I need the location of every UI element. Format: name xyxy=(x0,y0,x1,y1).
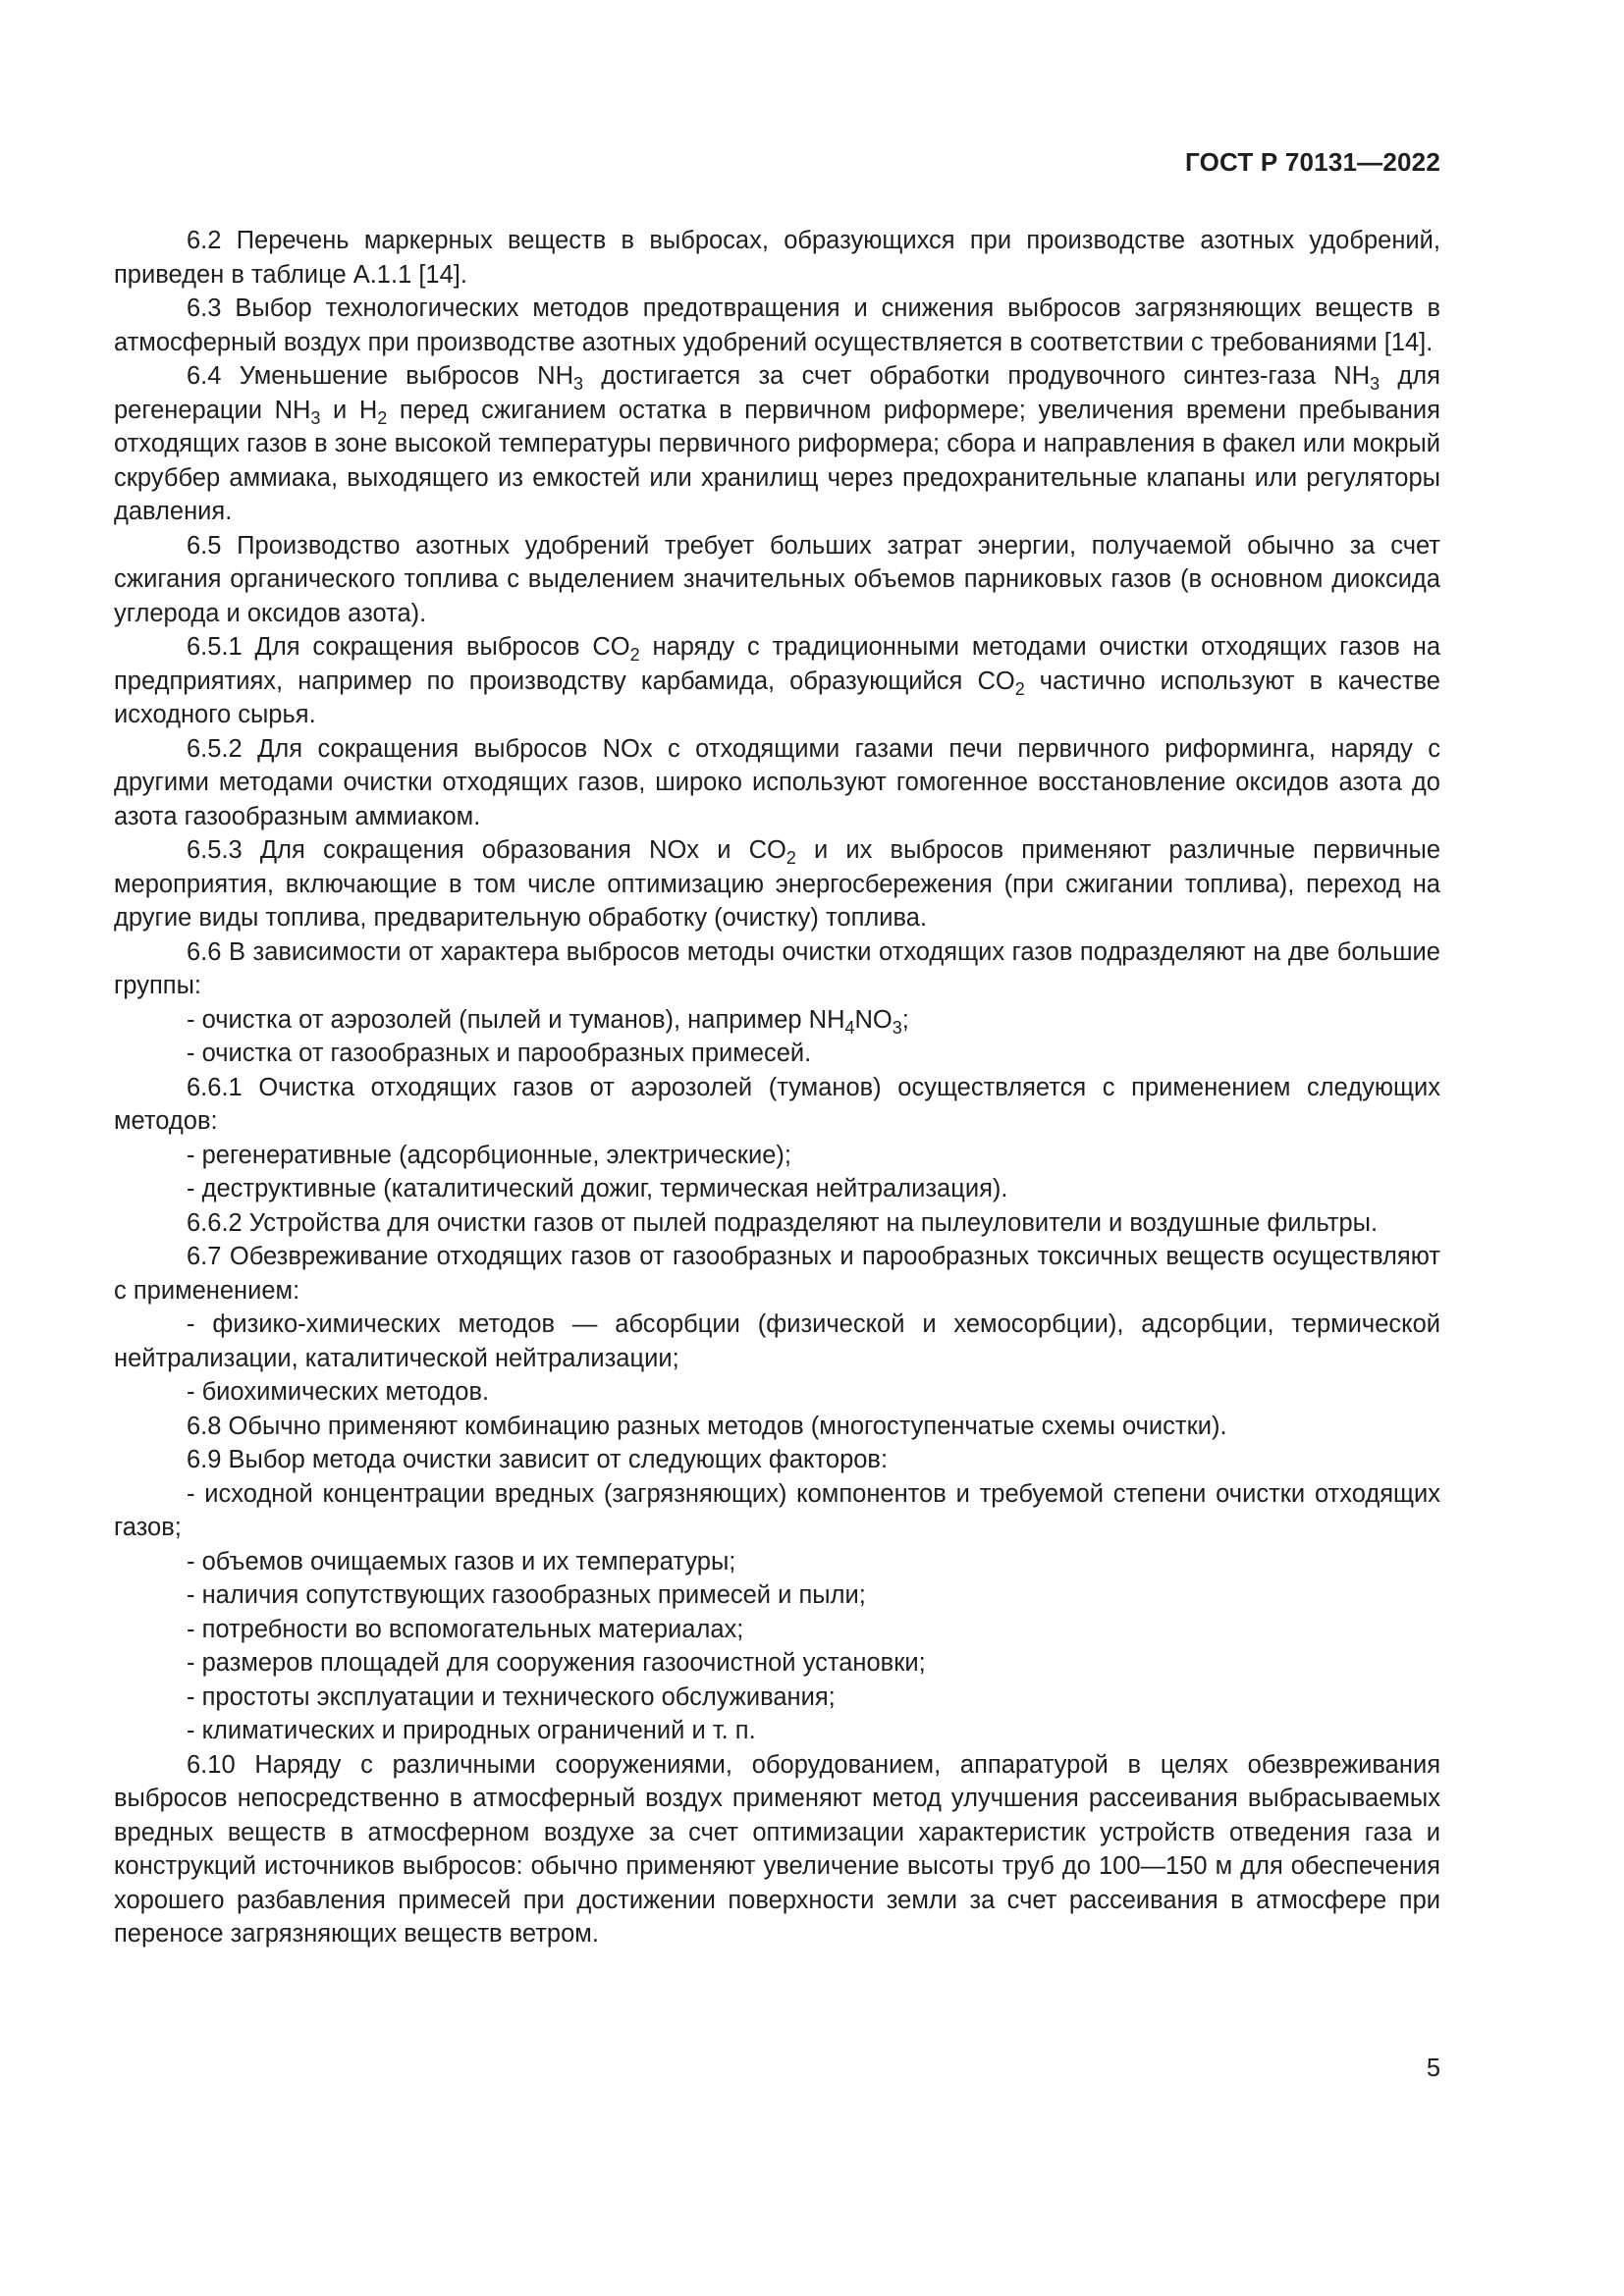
paragraph-6-3: 6.3 Выбор технологических методов предотвращения и снижения выбросов загрязняющих веществ в атмосферный воздух при производстве азотных удобрений осуществляется в соответствии с требованиями [14]. xyxy=(114,294,1440,356)
page-number: 5 xyxy=(1426,2055,1440,2082)
list-item-maintenance: - простоты эксплуатации и технического обслуживания; xyxy=(187,1682,836,1711)
paragraph-6-2: 6.2 Перечень маркерных веществ в выбросах, образующихся при производстве азотных удобрений, приведен в таблице А.1.1 [14]. xyxy=(114,227,1440,289)
paragraph-6-6: 6.6 В зависимости от характера выбросов методы очистки отходящих газов подразделяют на две большие группы: xyxy=(114,937,1440,999)
paragraph-6-5-2: 6.5.2 Для сокращения выбросов NOx с отходящими газами печи первичного риформинга, наряду с другими методами очистки отходящих газов, широко используют гомогенное восстановление оксидов азота до азота газообразным аммиаком. xyxy=(114,734,1440,830)
list-item-biochemical: - биохимических методов. xyxy=(187,1378,490,1406)
list-item-aerosols: - очистка от аэрозолей (пылей и туманов), например $NH_4NO_3$; xyxy=(187,1005,909,1038)
paragraph-6-5-1: 6.5.1 Для сокращения выбросов $CO_2$ наряду с традиционными методами очистки отходящих газов на предприятиях, например по производству карбамида, образующийся $CO_2$ частично используют в качестве исходного сырья. xyxy=(114,633,1440,728)
document-header xyxy=(1185,147,1440,178)
paragraph-6-5: 6.5 Производство азотных удобрений требует больших затрат энергии, получаемой обычно за счет сжигания органического топлива с выделением значительных объемов парниковых газов (в основном диоксида углерода и оксидов азота). xyxy=(114,531,1440,627)
list-item-impurities: - наличия сопутствующих газообразных примесей и пыли; xyxy=(187,1581,866,1609)
list-item-materials: - потребности во вспомогательных материалах; xyxy=(187,1615,744,1643)
list-item-concentration: - исходной концентрации вредных (загрязняющих) компонентов и требуемой степени очистки отходящих газов; xyxy=(114,1479,1440,1541)
standard-designation: ГОСТ Р 70131—2022 xyxy=(1185,147,1440,177)
list-item-destructive: - деструктивные (каталитический дожиг, термическая нейтрализация). xyxy=(187,1175,1008,1202)
paragraph-6-10: 6.10 Наряду с различными сооружениями, оборудованием, аппаратурой в целях обезвреживания выбросов непосредственно в атмосферный воздух применяют метод улучшения рассеивания выбрасываемых вредных веществ в атмосферном воздухе за счет оптимизации характеристик устройств отведения газа и конструкций источников выбросов: обычно применяют увеличение высоты труб до 100—150 м для обеспечения хорошего разбавления примесей при достижении поверхности земли за счет рассеивания в атмосфере при переносе загрязняющих веществ ветром. xyxy=(114,1750,1440,1948)
paragraph-6-6-2: 6.6.2 Устройства для очистки газов от пылей подразделяют на пылеуловители и воздушные фильтры. xyxy=(187,1208,1379,1237)
list-item-climate: - климатических и природных ограничений и т. п. xyxy=(187,1717,756,1744)
paragraph-6-8: 6.8 Обычно применяют комбинацию разных методов (многоступенчатые схемы очистки). xyxy=(187,1412,1227,1440)
paragraph-6-4: 6.4 Уменьшение выбросов $NH_3$ достигается за счет обработки продувочного синтез-газа $NH_3$ для регенерации $NH_3$ и $H_2$ перед сжиганием остатка в первичном риформере; увеличения времени пребывания отходящих газов в зоне высокой температуры первичного риформера; сбора и направления в факел или мокрый скруббер аммиака, выходящего из емкостей или хранилищ через предохранительные клапаны или регуляторы давления. xyxy=(114,362,1440,525)
list-item-areas: - размеров площадей для сооружения газоочистной установки; xyxy=(187,1649,926,1677)
document-body xyxy=(114,224,1440,1951)
list-item-physico-chemical: - физико-химических методов — абсорбции (физической и хемосорбции), адсорбции, термической нейтрализации, каталитической нейтрализации; xyxy=(114,1310,1440,1372)
paragraph-6-6-1: 6.6.1 Очистка отходящих газов от аэрозолей (туманов) осуществляется с применением следующих методов: xyxy=(114,1073,1440,1135)
list-item-volumes: - объемов очищаемых газов и их температуры; xyxy=(187,1547,736,1575)
list-item-gases: - очистка от газообразных и парообразных примесей. xyxy=(187,1040,812,1067)
list-item-regenerative: - регенеративные (адсорбционные, электрические); xyxy=(187,1141,791,1169)
paragraph-6-7: 6.7 Обезвреживание отходящих газов от газообразных и парообразных токсичных веществ осуществляют с применением: xyxy=(114,1243,1440,1305)
paragraph-6-5-3: 6.5.3 Для сокращения образования NOx и $CO_2$ и их выбросов применяют различные первичные мероприятия, включающие в том числе оптимизацию энергосбережения (при сжигании топлива), переход на другие виды топлива, предварительную обработку (очистку) топлива. xyxy=(114,836,1441,932)
paragraph-6-9: 6.9 Выбор метода очистки зависит от следующих факторов: xyxy=(187,1446,889,1473)
